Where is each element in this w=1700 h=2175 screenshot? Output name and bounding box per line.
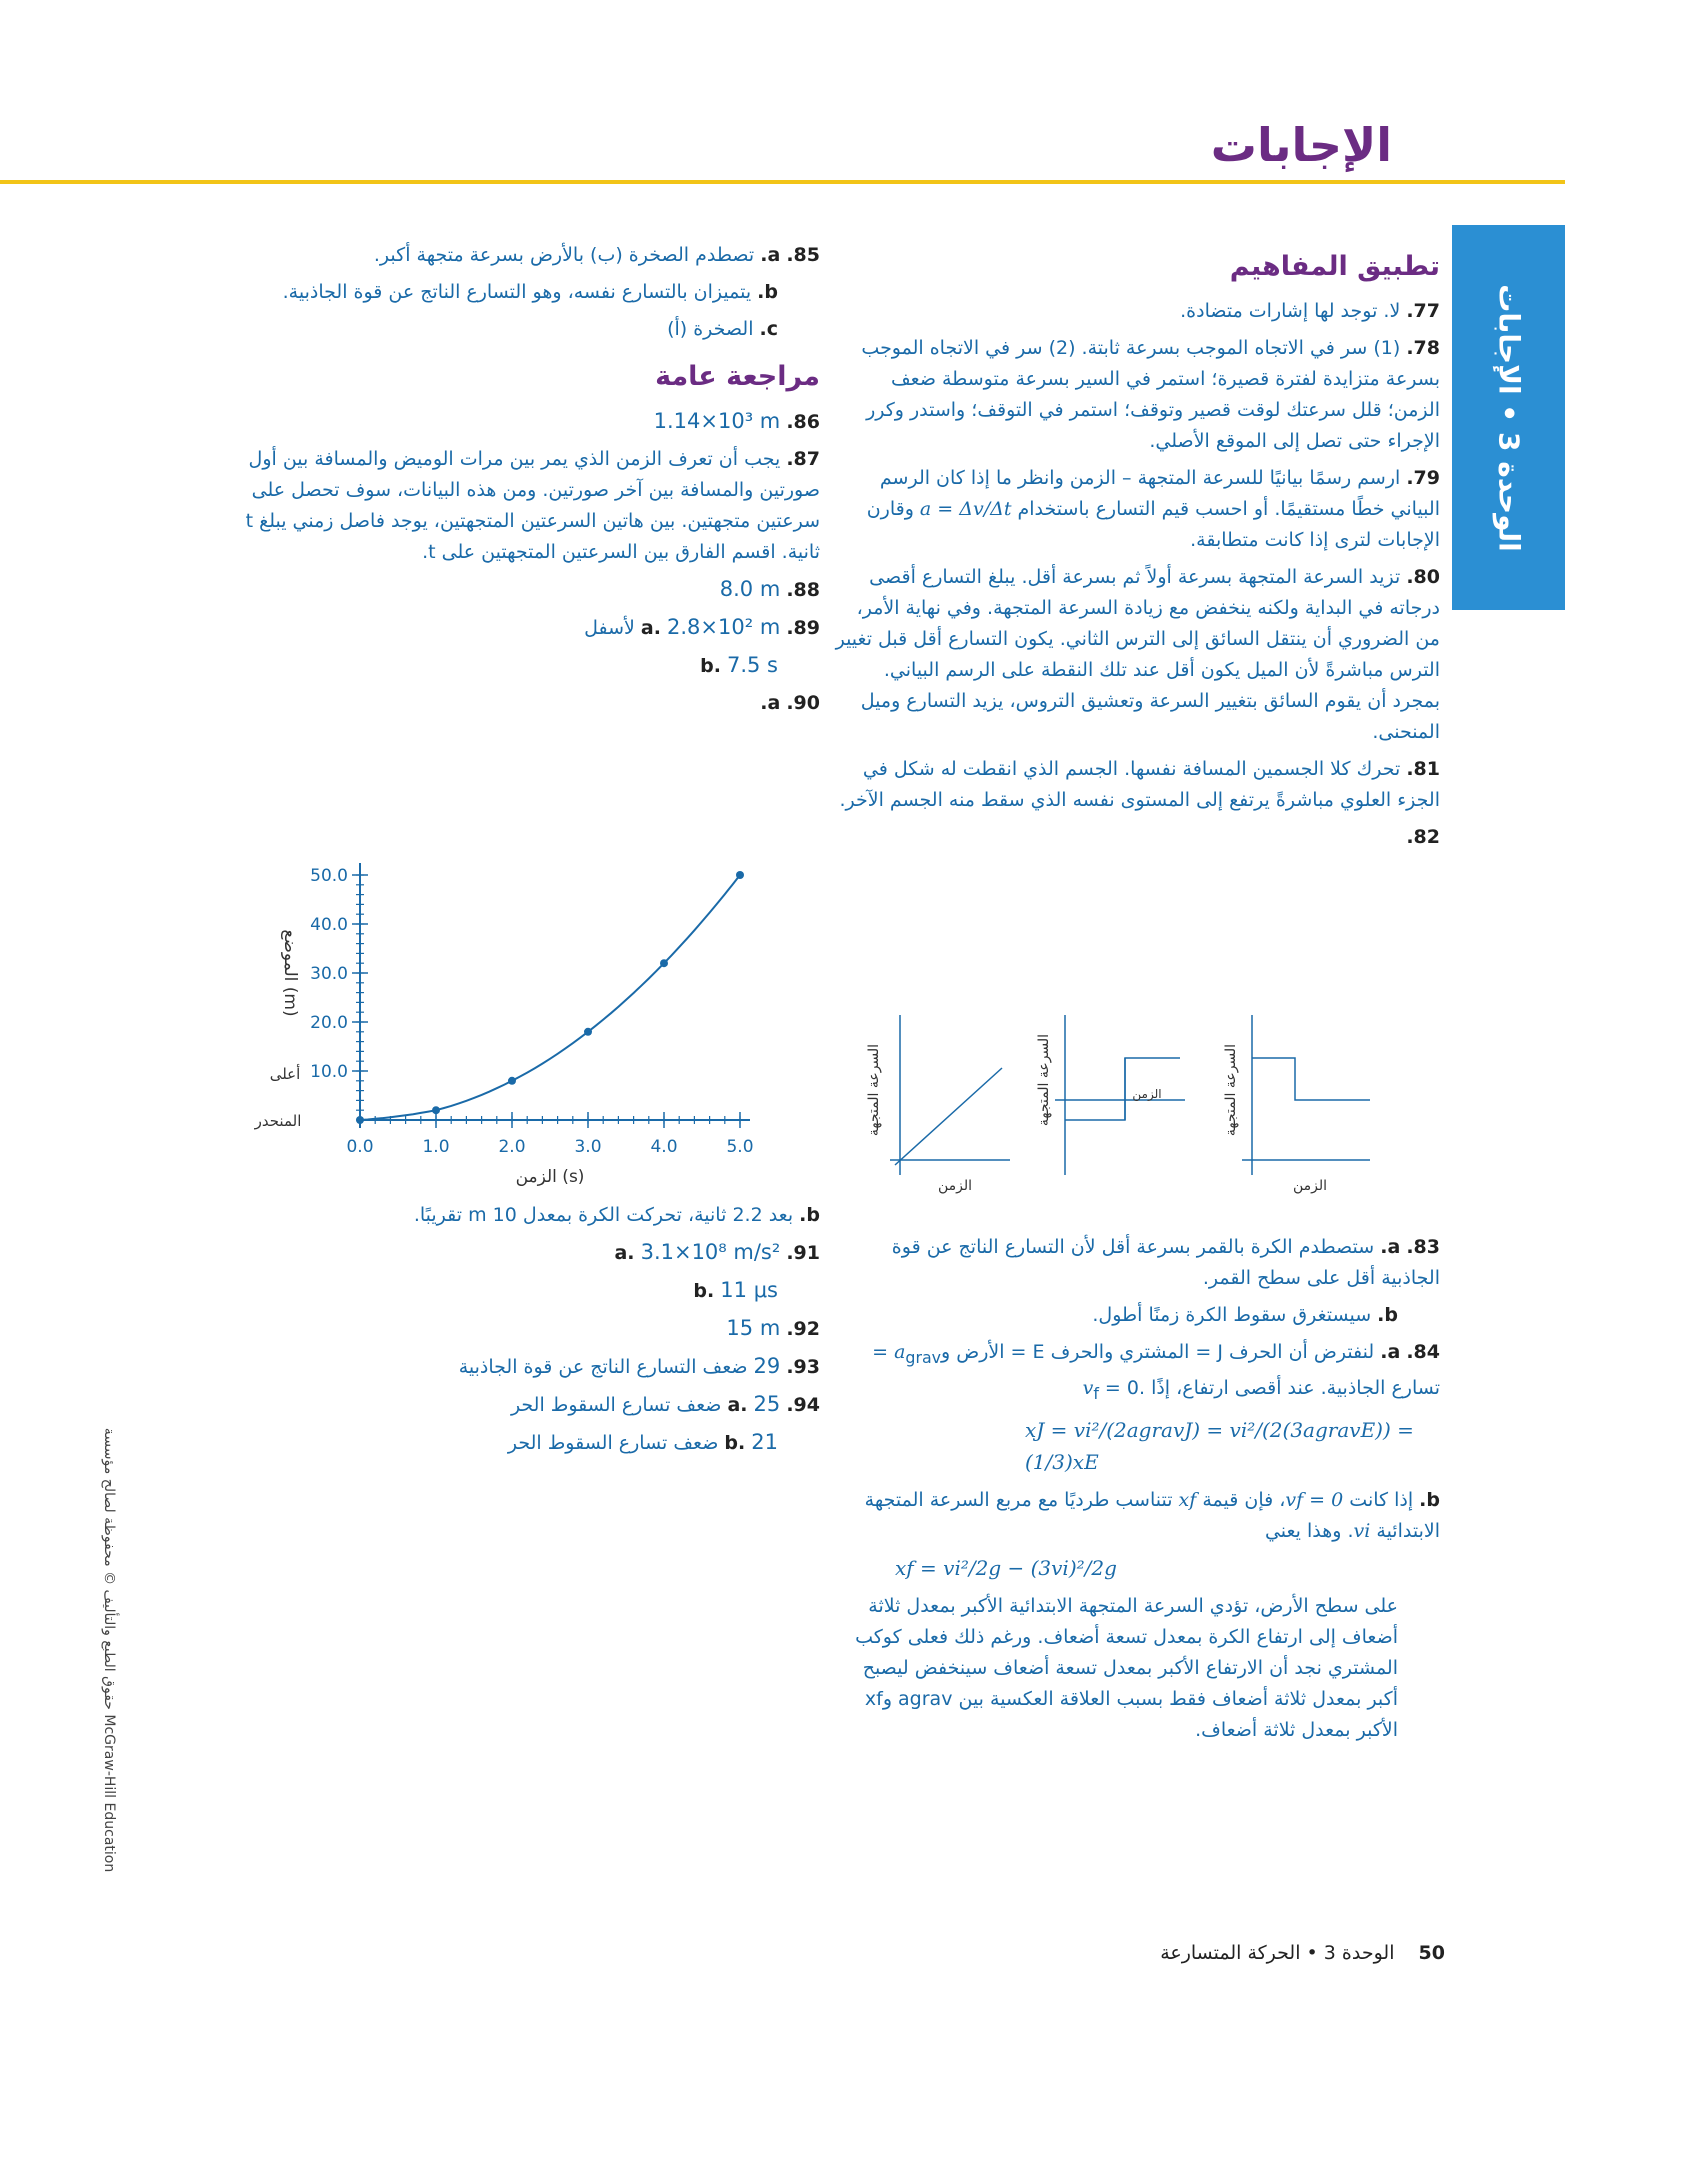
- chart-x-axis-label: الزمن (s): [515, 1167, 585, 1187]
- answer-83b: b. سيستغرق سقوط الكرة زمنًا أطول.: [1092, 1304, 1398, 1326]
- graph82-xlabel-3: الزمن: [1292, 1178, 1328, 1194]
- answer-89a: 89. a. 2.8×10² m لأسفل: [584, 615, 820, 639]
- section-heading-concepts: تطبيق المفاهيم: [1229, 251, 1440, 282]
- answer-94a: 94. a. 25 ضعف تسارع السقوط الحر: [510, 1392, 820, 1416]
- answer-94b: b. 21 ضعف تسارع السقوط الحر: [507, 1430, 778, 1454]
- answer-92: 92. 15 m: [726, 1316, 820, 1340]
- answer-80: 80. تزيد السرعة المتجهة بسرعة أولاً ثم بسرعة أقل. يبلغ التسارع أقصى درجاته في البداية ولكنه ينخفض مع زيادة السرعة المتجهة. وفي نهاية الأمر، من الضروري أن ينتقل السائق إلى الترس الثاني. يكون التسارع أقل قبل تغيير الترس مباشرةً لأن الميل يكون أقل عند تلك النقطة على الرسم البياني. بمجرد أن يقوم السائق بتغيير السرعة وتعشيق التروس، يزيد التسارع وميل المنحنى.: [835, 566, 1440, 743]
- footer-unit-title: الوحدة 3 • الحركة المتسارعة: [1160, 1942, 1395, 1964]
- answer-84b: b. إذا كانت vf = 0، فإن قيمة xf تتناسب طرديًا مع مربع السرعة المتجهة الابتدائية vi. وهذا يعني: [864, 1488, 1440, 1542]
- unit-side-tab: [1452, 225, 1565, 610]
- answer-81: 81. تحرك كلا الجسمين المسافة نفسها. الجسم الذي انقطت له شكل في الجزء العلوي مباشرةً يرتفع إلى المستوى نفسه الذي سقط منه الجسم الآخر.: [839, 758, 1440, 811]
- chart-data-point: [736, 871, 744, 879]
- chart-x-tick-label: 5.0: [726, 1137, 754, 1157]
- chart-series-line: [360, 875, 740, 1120]
- chart-data-point: [508, 1077, 516, 1085]
- answer-85a: 85. a. تصطدم الصخرة (ب) بالأرض بسرعة متجهة أكبر.: [373, 244, 820, 266]
- chart-x-tick-label: 0.0: [346, 1137, 374, 1157]
- answer-78: 78. (1) سر في الاتجاه الموجب بسرعة ثابتة. (2) سر في الاتجاه الموجب بسرعة متزايدة لفترة قصيرة؛ استمر في السير بسرعة متوسطة ضعف الزمن؛ قلل سرعتك لوقت قصير وتوقف؛ استمر في التوقف؛ واستدر وكرر الإجراء حتى تصل إلى الموقع الأصلي.: [861, 337, 1440, 452]
- answer-84b-explanation: على سطح الأرض، تؤدي السرعة المتجهة الابتدائية الأكبر بمعدل ثلاثة أضعاف إلى ارتفاع الكرة بمعدل تسعة أضعاف. ورغم ذلك فعلى كوكب المشتري نجد أن الارتفاع الأكبر بمعدل تسعة أضعاف سينخفض ليصبح أكبر بمعدل ثلاثة أضعاف فقط بسبب العلاقة العكسية بين agrav وxf الأكبر بمعدل ثلاثة أضعاف.: [855, 1594, 1398, 1741]
- page-title: الإجابات: [1210, 118, 1392, 172]
- chart-y-tick-label: 50.0: [310, 866, 348, 886]
- answer-93: 93. 29 ضعف التسارع الناتج عن قوة الجاذبية: [458, 1354, 820, 1378]
- answer-88: 88. 8.0 m: [719, 577, 820, 601]
- side-tab-label: الوحدة 3 • الإجابات: [1492, 283, 1525, 552]
- copyright-note: [100, 1290, 118, 2010]
- graph82-xlabel: الزمن: [937, 1178, 973, 1194]
- answer-86: 86. 1.14×10³ m: [653, 409, 820, 433]
- chart-x-tick-label: 2.0: [498, 1137, 526, 1157]
- answer-84a: 84. a. لنفترض أن الحرف J = المشتري والحرف E = الأرض وa$_{grav}$ = تسارع الجاذبية. عند أقصى ارتفاع، $v_f = 0$. إذًا: [872, 1341, 1440, 1403]
- answer-82-graphs: [850, 1010, 1400, 1195]
- chart-data-point: [356, 1116, 364, 1124]
- chart-axes: [360, 863, 750, 1128]
- chart-series: [356, 871, 744, 1124]
- page-number: 50: [1418, 1942, 1445, 1964]
- answer-90a: 90. a.: [760, 692, 820, 714]
- answer-91b: b. 11 μs: [693, 1278, 778, 1302]
- chart-y-axis-label: الموضع (m): [280, 929, 300, 1017]
- answer-85b: b. يتميزان بالتسارع نفسه، وهو التسارع الناتج عن قوة الجاذبية.: [282, 281, 778, 303]
- section-heading-review: مراجعة عامة: [655, 361, 820, 392]
- chart-x-tick-label: 3.0: [574, 1137, 602, 1157]
- chart-y-tick-label: 30.0: [310, 964, 348, 984]
- chart-y-tick-label: 40.0: [310, 915, 348, 935]
- chart-x-tick-label: 1.0: [422, 1137, 450, 1157]
- chart-annotation-top: أعلى: [269, 1065, 301, 1083]
- graph82-ylabel-2: السرعة المتجهة: [1036, 1033, 1052, 1127]
- graph82-drop: [1223, 1015, 1370, 1194]
- chart-y-tick-label: 20.0: [310, 1013, 348, 1033]
- answer-90-chart: [215, 835, 775, 1187]
- answer-87: 87. يجب أن تعرف الزمن الذي يمر بين مرات الوميض والمسافة بين أول صورتين والمسافة بين آخر صورتين. ومن هذه البيانات، سوف تحصل على سرعتين متجهتين. بين هاتين السرعتين المتجهتين، يوجد فاصل زمني يبلغ t ثانية. اقسم الفارق بين السرعتين المتجهتين على t.: [245, 448, 820, 563]
- chart-y-tick-label: 10.0: [310, 1062, 348, 1082]
- formula-84a: xJ = vi²/(2agravJ) = vi²/(2(3agravE)) = (1/3)xE: [1025, 1417, 1414, 1474]
- header-rule: [0, 180, 1565, 184]
- graph82-linear: [866, 1015, 1010, 1194]
- page-footer: [1160, 1942, 1445, 1964]
- chart-x-tick-label: 4.0: [650, 1137, 678, 1157]
- right-column: [835, 245, 1440, 859]
- graph82-step: [1036, 1015, 1185, 1175]
- left-column: [215, 240, 820, 725]
- answer-77: 77. لا. توجد لها إشارات متضادة.: [1180, 300, 1440, 322]
- chart-annotation-bottom: المنحدر: [254, 1112, 302, 1130]
- answer-90b: b. بعد 2.2 ثانية، تحركت الكرة بمعدل 10 m تقريبًا.: [413, 1204, 820, 1226]
- graph82-xlabel-2: الزمن: [1132, 1087, 1162, 1101]
- answer-79: 79. ارسم رسمًا بيانيًا للسرعة المتجهة – الزمن وانظر ما إذا كان الرسم البياني خطًا مستقيمًا. أو احسب قيم التسارع باستخدام a = Δv/Δt وقارن الإجابات لترى إذا كانت متطابقة.: [866, 467, 1440, 551]
- answer-83a: 83. a. ستصطدم الكرة بالقمر بسرعة أقل لأن التسارع الناتج عن قوة الجاذبية أقل على سطح القمر.: [891, 1236, 1440, 1289]
- chart-data-point: [660, 959, 668, 967]
- graph82-ylabel-3: السرعة المتجهة: [1223, 1043, 1239, 1137]
- acceleration-formula: a = Δv/Δt: [919, 498, 1012, 520]
- chart-data-point: [432, 1106, 440, 1114]
- answer-89b: b. 7.5 s: [700, 653, 778, 677]
- chart-data-point: [584, 1028, 592, 1036]
- chart-ticks: [310, 866, 753, 1157]
- copyright-text: حقوق الطبع والتأليف © محفوظة لصالح مؤسسة McGraw-Hill Education: [101, 1427, 117, 1873]
- answer-82: 82.: [1406, 826, 1440, 848]
- answer-91a: 91. a. 3.1×10⁸ m/s²: [614, 1240, 820, 1264]
- right-column-lower: [835, 1232, 1440, 1752]
- graph82-ylabel: السرعة المتجهة: [866, 1043, 882, 1137]
- answer-85c: c. الصخرة (أ): [667, 318, 778, 340]
- formula-84b: xf = vi²/2g − (3vi)²/2g: [895, 1555, 1117, 1580]
- left-column-lower: [215, 1200, 820, 1465]
